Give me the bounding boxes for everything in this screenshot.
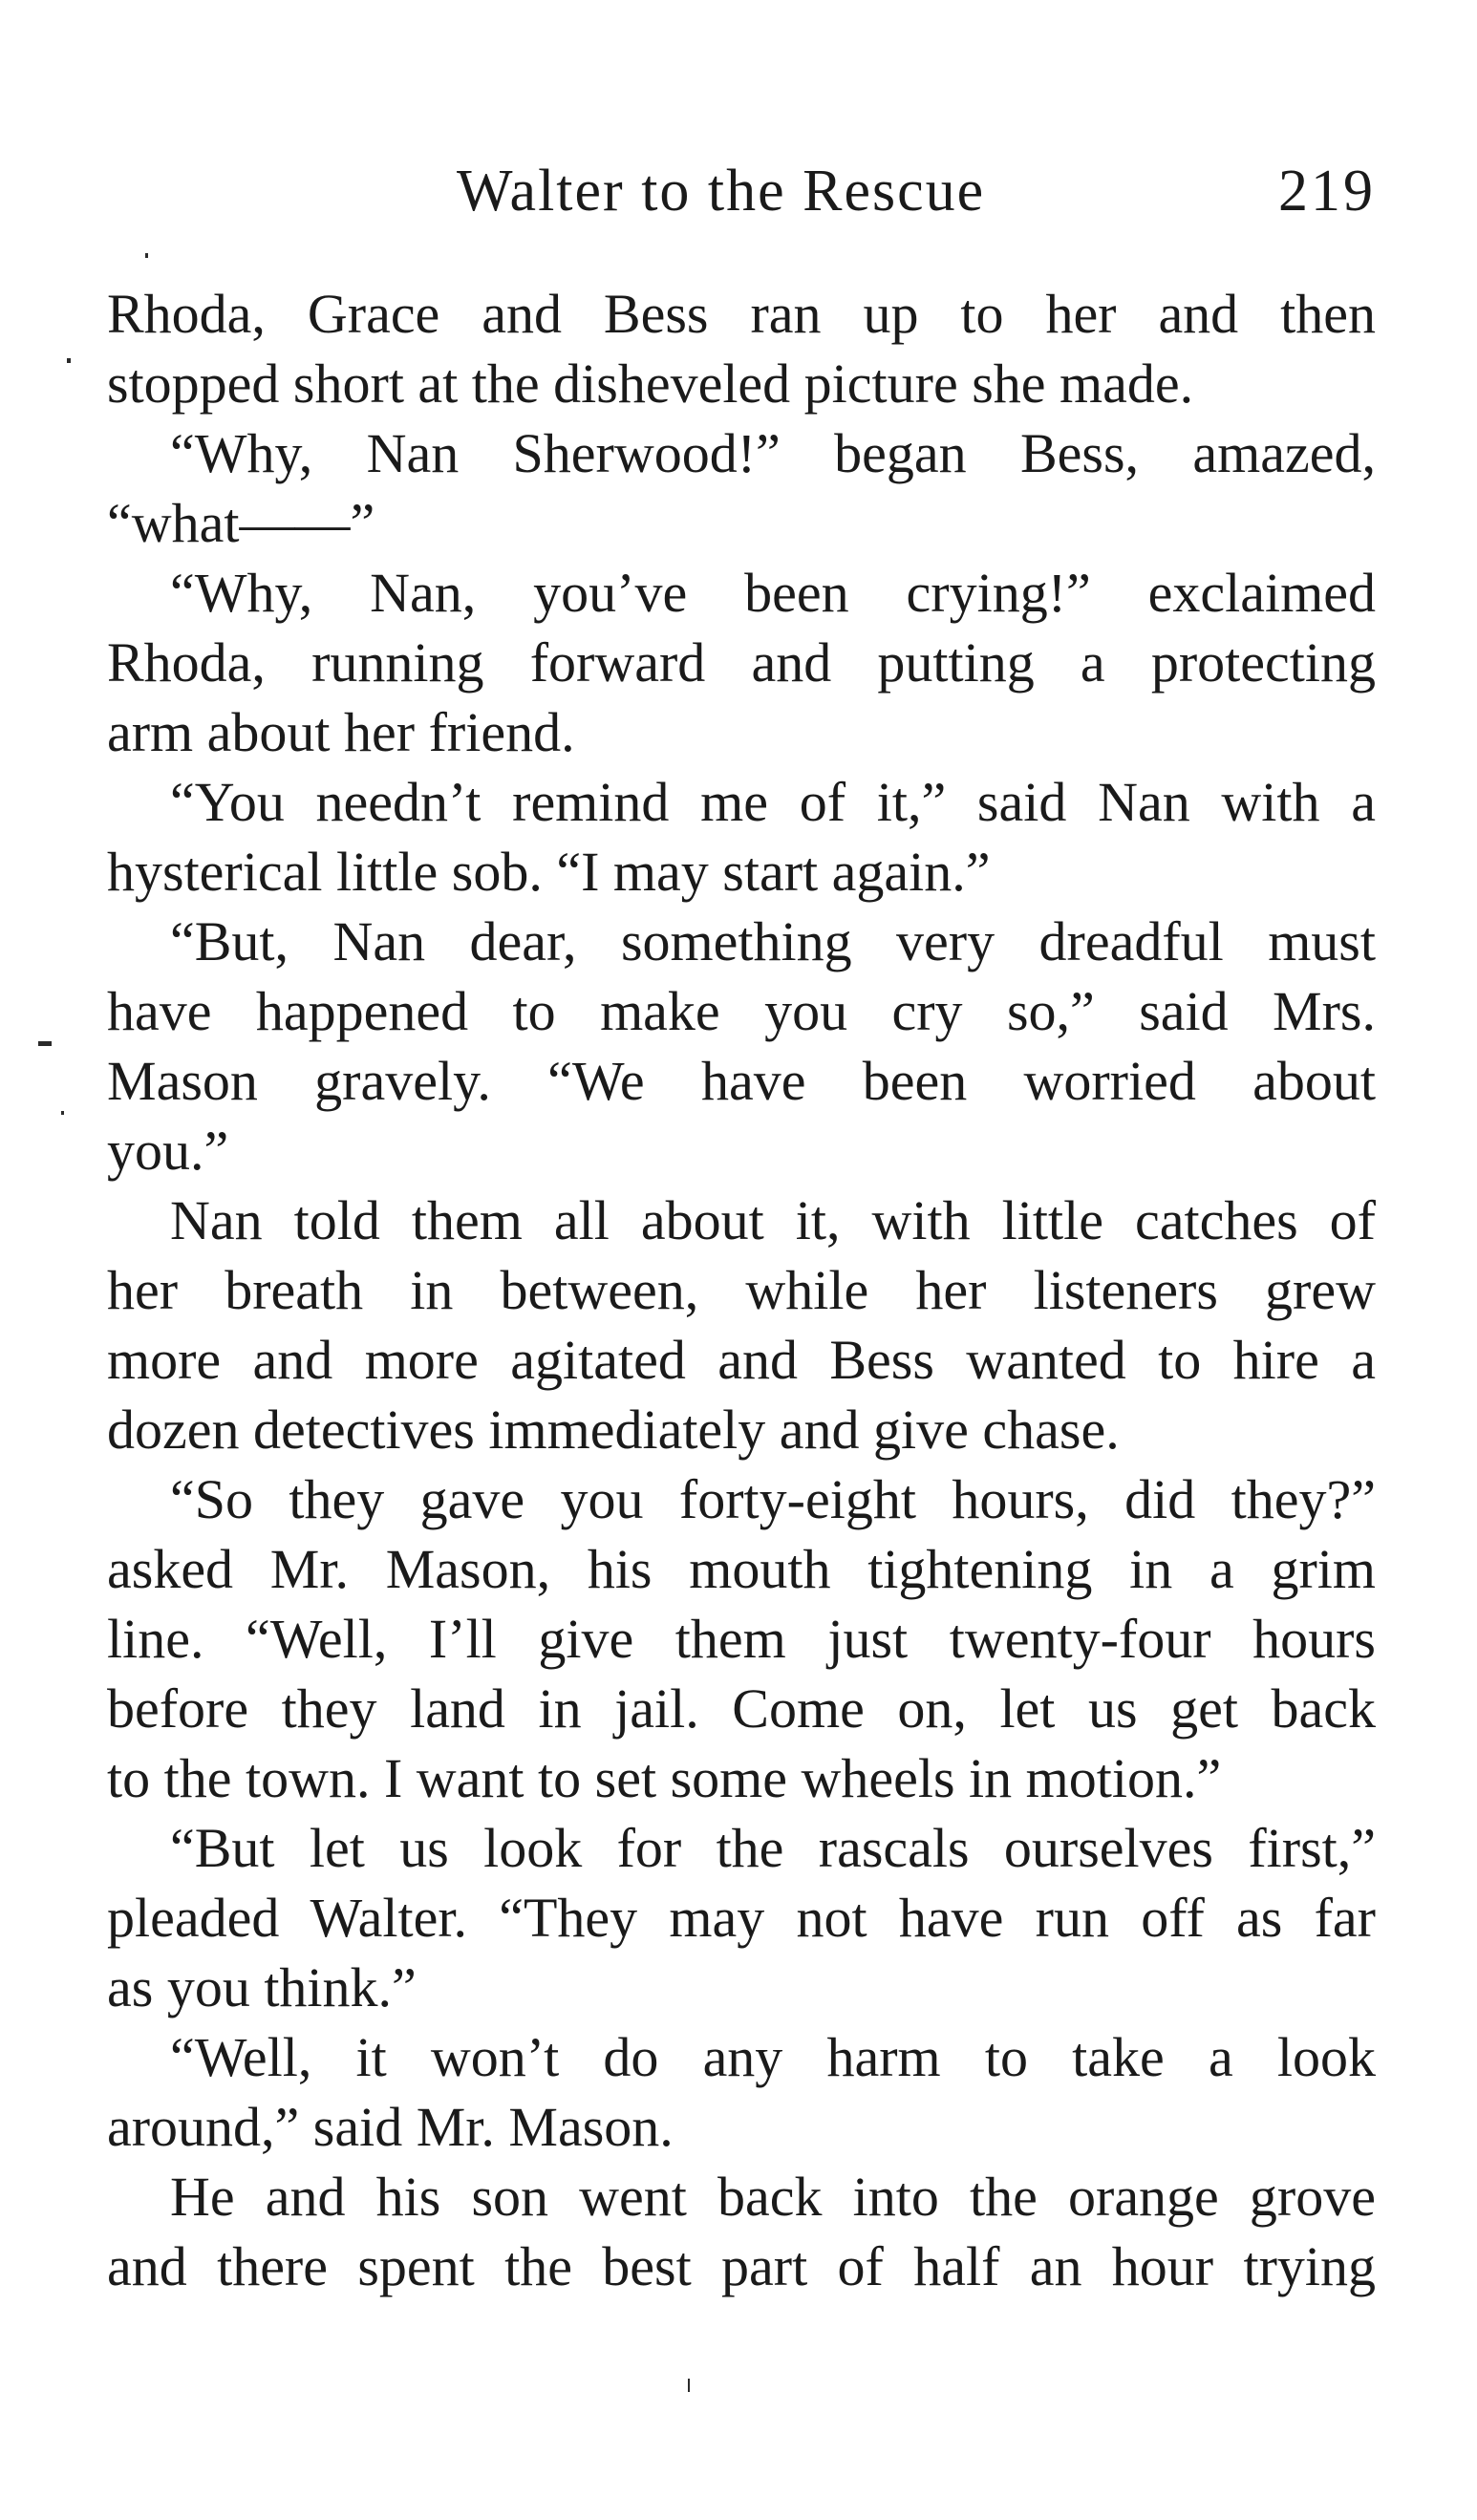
text-line: more and more agitated and Bess wanted to hire a (107, 1329, 1376, 1391)
text-line: to the town. I want to set some wheels in motion.” (107, 1747, 1222, 1809)
text-line: “Why, Nan, you’ve been crying!” exclaimed (170, 562, 1376, 624)
text-line: Mason gravely. “We have been worried about (107, 1050, 1376, 1112)
text-line: “what——” (107, 492, 375, 554)
text-line: around,” said Mr. Mason. (107, 2096, 674, 2158)
text-line: as you think.” (107, 1956, 417, 2018)
text-line: pleaded Walter. “They may not have run off as far (107, 1887, 1376, 1949)
text-line: have happened to make you cry so,” said Mrs. (107, 980, 1376, 1042)
text-line: asked Mr. Mason, his mouth tightening in a grim (107, 1538, 1376, 1600)
scan-speck (67, 358, 71, 363)
text-line: “But, Nan dear, something very dreadful must (170, 910, 1376, 972)
text-line: and there spent the best part of half an hour trying (107, 2235, 1376, 2297)
text-line: “So they gave you forty-eight hours, did they?” (170, 1468, 1376, 1530)
text-line: “But let us look for the rascals ourselves first,” (170, 1817, 1376, 1879)
scan-speck (688, 2379, 690, 2392)
text-line: her breath in between, while her listeners grew (107, 1259, 1376, 1321)
running-header (105, 153, 1376, 229)
page-number: 219 (1278, 159, 1376, 224)
text-line: arm about her friend. (107, 701, 575, 763)
text-line: you.” (107, 1120, 229, 1182)
text-line: stopped short at the disheveled picture she made. (107, 352, 1194, 415)
scan-speck (61, 1111, 64, 1115)
text-line: Nan told them all about it, with little catches of (170, 1189, 1376, 1251)
text-line: Rhoda, Grace and Bess ran up to her and then (107, 283, 1376, 345)
scan-speck (38, 1041, 52, 1046)
text-line: “You needn’t remind me of it,” said Nan with a (170, 771, 1376, 833)
text-line: He and his son went back into the orange grove (170, 2166, 1376, 2228)
chapter-title: Walter to the Rescue (457, 159, 986, 224)
text-line: “Well, it won’t do any harm to take a look (170, 2026, 1376, 2088)
text-line: hysterical little sob. “I may start again.” (107, 841, 991, 903)
text-line: Rhoda, running forward and putting a protecting (107, 631, 1376, 694)
scan-speck (145, 253, 148, 258)
text-line: dozen detectives immediately and give chase. (107, 1399, 1120, 1461)
text-line: before they land in jail. Come on, let us get back (107, 1677, 1376, 1740)
text-line: “Why, Nan Sherwood!” began Bess, amazed, (170, 422, 1376, 484)
body-text (107, 279, 1376, 2301)
text-line: line. “Well, I’ll give them just twenty-four hours (107, 1608, 1376, 1670)
